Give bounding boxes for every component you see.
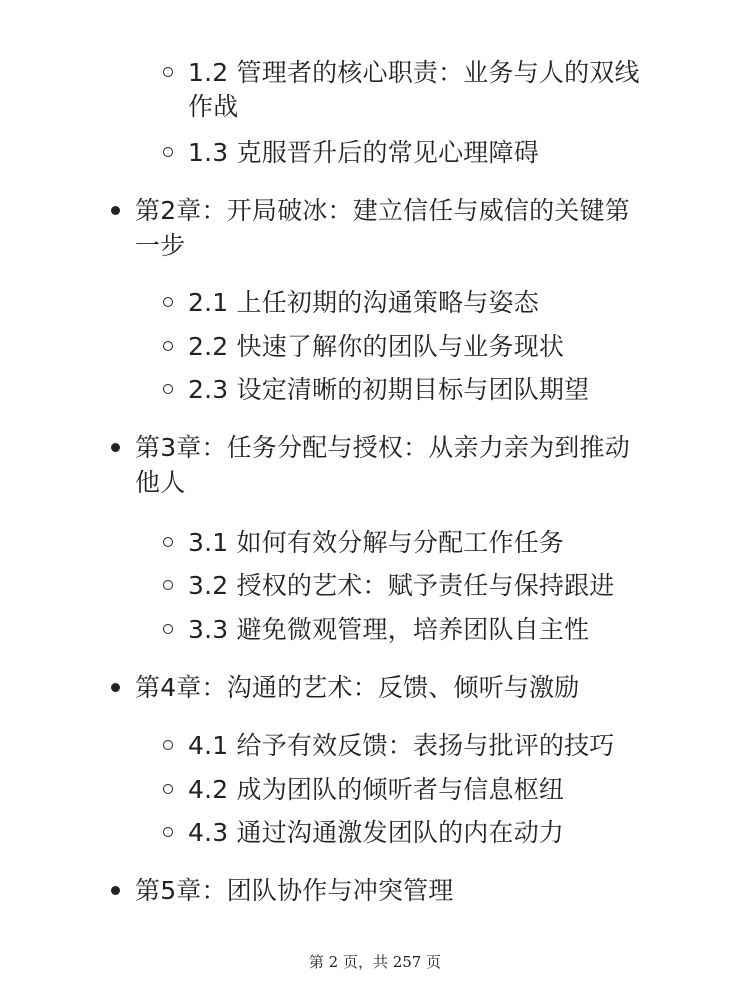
- chapter-bullet: [111, 886, 120, 895]
- outline-item-2-3: 2.3 设定清晰的初期目标与团队期望: [188, 375, 590, 404]
- chapter-3-title-cont: 他人: [135, 468, 186, 497]
- chapter-5-title: 第5章：团队协作与冲突管理: [135, 876, 454, 905]
- chapter-3-title: 第3章：任务分配与授权：从亲力亲为到推动: [135, 433, 630, 462]
- sub-bullet: [163, 537, 173, 547]
- sub-bullet: [163, 784, 173, 794]
- outline-item-3-1: 3.1 如何有效分解与分配工作任务: [188, 528, 565, 557]
- chapter-4-title: 第4章：沟通的艺术：反馈、倾听与激励: [135, 673, 580, 702]
- chapter-2-title-cont: 一步: [135, 231, 186, 260]
- outline-item-4-1: 4.1 给予有效反馈：表扬与批评的技巧: [188, 731, 615, 760]
- outline-item-4-3: 4.3 通过沟通激发团队的内在动力: [188, 818, 565, 847]
- outline-item-3-3: 3.3 避免微观管理，培养团队自主性: [188, 615, 590, 644]
- sub-bullet: [163, 297, 173, 307]
- sub-bullet: [163, 384, 173, 394]
- sub-bullet: [163, 147, 173, 157]
- page-number-footer: 第 2 页，共 257 页: [308, 953, 442, 971]
- outline-item-1-2-cont: 作战: [188, 92, 239, 121]
- sub-bullet: [163, 341, 173, 351]
- outline-item-1-3: 1.3 克服晋升后的常见心理障碍: [188, 138, 539, 167]
- chapter-bullet: [111, 206, 120, 215]
- outline-item-4-2: 4.2 成为团队的倾听者与信息枢纽: [188, 775, 565, 804]
- outline-item-1-2: 1.2 管理者的核心职责：业务与人的双线: [188, 58, 640, 87]
- outline-item-2-2: 2.2 快速了解你的团队与业务现状: [188, 332, 565, 361]
- chapter-bullet: [111, 443, 120, 452]
- sub-bullet: [163, 740, 173, 750]
- outline-item-2-1: 2.1 上任初期的沟通策略与姿态: [188, 288, 539, 317]
- chapter-bullet: [111, 683, 120, 692]
- sub-bullet: [163, 624, 173, 634]
- sub-bullet: [163, 827, 173, 837]
- sub-bullet: [163, 67, 173, 77]
- chapter-2-title: 第2章：开局破冰：建立信任与威信的关键第: [135, 196, 630, 225]
- sub-bullet: [163, 580, 173, 590]
- outline-item-3-2: 3.2 授权的艺术：赋予责任与保持跟进: [188, 571, 615, 600]
